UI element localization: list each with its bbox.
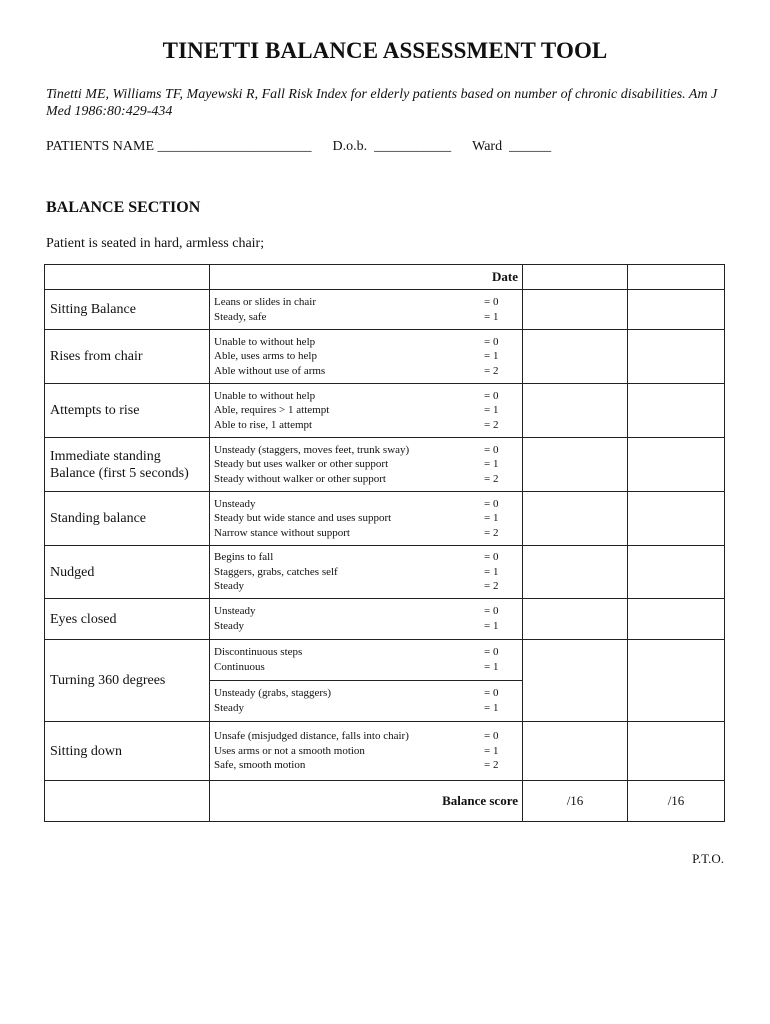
table-row bbox=[45, 492, 725, 546]
item-label: Immediate standing Balance (first 5 seconds) bbox=[45, 438, 210, 492]
option-text: Steady bbox=[214, 580, 244, 593]
option-line bbox=[214, 744, 522, 759]
option-text: Steady, safe bbox=[214, 310, 267, 323]
score-entry-cell[interactable] bbox=[628, 640, 725, 722]
option-line bbox=[214, 579, 522, 594]
item-label: Turning 360 degrees bbox=[45, 640, 210, 722]
option-list bbox=[210, 492, 523, 546]
option-text: Continuous bbox=[214, 661, 265, 673]
option-text: Steady bbox=[214, 702, 244, 714]
option-score: = 0 bbox=[484, 443, 499, 456]
table-row bbox=[45, 330, 725, 384]
option-list bbox=[210, 722, 523, 781]
option-text: Unsteady (grabs, staggers) bbox=[214, 687, 331, 700]
date-column-1[interactable] bbox=[523, 265, 628, 290]
item-label: Sitting down bbox=[45, 722, 210, 781]
option-line bbox=[214, 511, 522, 526]
option-line bbox=[214, 349, 522, 364]
option-score: = 0 bbox=[484, 295, 499, 308]
score-entry-cell[interactable] bbox=[523, 492, 628, 546]
option-line bbox=[214, 295, 522, 310]
table-row bbox=[45, 599, 725, 640]
balance-score-value[interactable]: /16 bbox=[523, 781, 628, 822]
section-heading: BALANCE SECTION bbox=[46, 199, 201, 216]
score-entry-cell[interactable] bbox=[628, 722, 725, 781]
option-score: = 2 bbox=[484, 526, 499, 539]
score-entry-cell[interactable] bbox=[628, 599, 725, 640]
option-line bbox=[214, 472, 522, 487]
option-score: = 1 bbox=[484, 512, 499, 525]
score-entry-cell[interactable] bbox=[523, 640, 628, 722]
score-entry-cell[interactable] bbox=[523, 546, 628, 599]
table-row bbox=[45, 438, 725, 492]
score-row bbox=[45, 781, 725, 822]
option-score: = 1 bbox=[484, 458, 499, 471]
option-score: = 2 bbox=[484, 364, 499, 377]
pto-note: P.T.O. bbox=[692, 851, 724, 866]
score-entry-cell[interactable] bbox=[523, 438, 628, 492]
table-row bbox=[45, 384, 725, 438]
option-score: = 2 bbox=[484, 472, 499, 485]
option-text: Steady bbox=[214, 620, 244, 632]
option-line bbox=[214, 364, 522, 379]
option-text: Able, uses arms to help bbox=[214, 350, 317, 363]
option-score: = 0 bbox=[484, 730, 499, 743]
option-score: = 1 bbox=[484, 310, 499, 323]
score-entry-cell[interactable] bbox=[523, 384, 628, 438]
option-line bbox=[214, 335, 522, 350]
date-label: Date bbox=[210, 265, 523, 290]
option-line bbox=[214, 565, 522, 580]
score-entry-cell[interactable] bbox=[523, 290, 628, 330]
option-text: Steady but wide stance and uses support bbox=[214, 512, 392, 525]
option-score: = 1 bbox=[484, 702, 499, 714]
option-line bbox=[214, 758, 522, 773]
item-label: Rises from chair bbox=[45, 330, 210, 384]
ward-field[interactable]: Ward ______ bbox=[472, 139, 552, 154]
score-entry-cell[interactable] bbox=[523, 330, 628, 384]
balance-table bbox=[44, 264, 725, 822]
score-entry-cell[interactable] bbox=[628, 492, 725, 546]
option-line bbox=[214, 310, 522, 325]
option-line bbox=[214, 660, 522, 675]
option-text: Unable to without help bbox=[214, 335, 316, 348]
option-line bbox=[214, 619, 522, 634]
option-line bbox=[214, 457, 522, 472]
option-text: Able to rise, 1 attempt bbox=[214, 418, 313, 431]
option-score: = 1 bbox=[484, 620, 499, 632]
option-text: Unsteady bbox=[214, 605, 256, 618]
option-line bbox=[214, 729, 522, 744]
option-score: = 0 bbox=[484, 335, 499, 348]
score-entry-cell[interactable] bbox=[628, 290, 725, 330]
intro-text: Patient is seated in hard, armless chair; bbox=[46, 236, 265, 251]
item-label: Attempts to rise bbox=[45, 384, 210, 438]
option-text: Safe, smooth motion bbox=[214, 759, 306, 772]
score-entry-cell[interactable] bbox=[628, 330, 725, 384]
option-score: = 1 bbox=[484, 404, 499, 417]
option-line bbox=[214, 686, 522, 701]
option-text: Able without use of arms bbox=[214, 364, 326, 377]
option-line bbox=[214, 604, 522, 619]
option-text: Unsteady (staggers, moves feet, trunk sway) bbox=[214, 443, 410, 456]
option-list bbox=[210, 546, 523, 599]
item-label: Sitting Balance bbox=[45, 290, 210, 330]
option-text: Narrow stance without support bbox=[214, 526, 350, 539]
option-line bbox=[214, 497, 522, 512]
item-label: Eyes closed bbox=[45, 599, 210, 640]
score-entry-cell[interactable] bbox=[523, 722, 628, 781]
option-score: = 0 bbox=[484, 389, 499, 402]
option-text: Unsafe (misjudged distance, falls into chair) bbox=[214, 730, 409, 743]
option-score: = 0 bbox=[484, 687, 499, 700]
option-line bbox=[214, 418, 522, 433]
option-list bbox=[210, 681, 523, 722]
option-text: Uses arms or not a smooth motion bbox=[214, 744, 365, 757]
score-entry-cell[interactable] bbox=[628, 546, 725, 599]
table-row bbox=[45, 546, 725, 599]
option-line bbox=[214, 403, 522, 418]
option-text: Unable to without help bbox=[214, 389, 316, 402]
option-text: Discontinuous steps bbox=[214, 646, 303, 659]
option-line bbox=[214, 701, 522, 716]
option-line bbox=[214, 443, 522, 458]
table-row bbox=[45, 640, 725, 681]
balance-score-value[interactable]: /16 bbox=[628, 781, 725, 822]
option-list bbox=[210, 290, 523, 330]
option-text: Unsteady bbox=[214, 497, 256, 510]
item-label: Nudged bbox=[45, 546, 210, 599]
option-text: Staggers, grabs, catches self bbox=[214, 565, 338, 578]
citation: Tinetti ME, Williams TF, Mayewski R, Fall Risk Index for elderly patients based on number of chronic disabilities. Am J Med 1986:80:429-434 bbox=[46, 87, 718, 119]
option-list bbox=[210, 384, 523, 438]
option-score: = 0 bbox=[484, 497, 499, 510]
option-score: = 1 bbox=[484, 744, 499, 757]
balance-score-label: Balance score bbox=[210, 781, 523, 822]
option-line bbox=[214, 389, 522, 404]
option-text: Able, requires > 1 attempt bbox=[214, 404, 330, 417]
option-line bbox=[214, 526, 522, 541]
option-score: = 2 bbox=[484, 759, 499, 772]
option-score: = 0 bbox=[484, 551, 499, 564]
blank-cell bbox=[45, 781, 210, 822]
patient-name-field[interactable]: PATIENTS NAME ______________________ bbox=[46, 139, 312, 154]
option-score: = 2 bbox=[484, 418, 499, 431]
option-text: Leans or slides in chair bbox=[214, 295, 317, 308]
table-row bbox=[45, 290, 725, 330]
option-score: = 1 bbox=[484, 661, 499, 673]
option-list bbox=[210, 438, 523, 492]
dob-field[interactable]: D.o.b. ___________ bbox=[332, 139, 452, 154]
option-text: Steady without walker or other support bbox=[214, 472, 386, 485]
table-row bbox=[45, 722, 725, 781]
page-title: TINETTI BALANCE ASSESSMENT TOOL bbox=[162, 38, 608, 63]
option-list bbox=[210, 599, 523, 640]
date-column-2[interactable] bbox=[628, 265, 725, 290]
option-score: = 1 bbox=[484, 565, 499, 578]
score-entry-cell[interactable] bbox=[523, 599, 628, 640]
option-text: Steady but uses walker or other support bbox=[214, 458, 389, 471]
score-entry-cell[interactable] bbox=[628, 438, 725, 492]
item-label: Standing balance bbox=[45, 492, 210, 546]
option-text: Begins to fall bbox=[214, 551, 274, 564]
option-line bbox=[214, 645, 522, 660]
option-score: = 0 bbox=[484, 605, 499, 618]
patient-info-line bbox=[46, 139, 551, 155]
option-score: = 1 bbox=[484, 350, 499, 363]
table-header-row bbox=[45, 265, 725, 290]
option-line bbox=[214, 550, 522, 565]
option-list bbox=[210, 330, 523, 384]
option-score: = 0 bbox=[484, 646, 499, 659]
option-score: = 2 bbox=[484, 580, 499, 593]
score-entry-cell[interactable] bbox=[628, 384, 725, 438]
option-list bbox=[210, 640, 523, 681]
